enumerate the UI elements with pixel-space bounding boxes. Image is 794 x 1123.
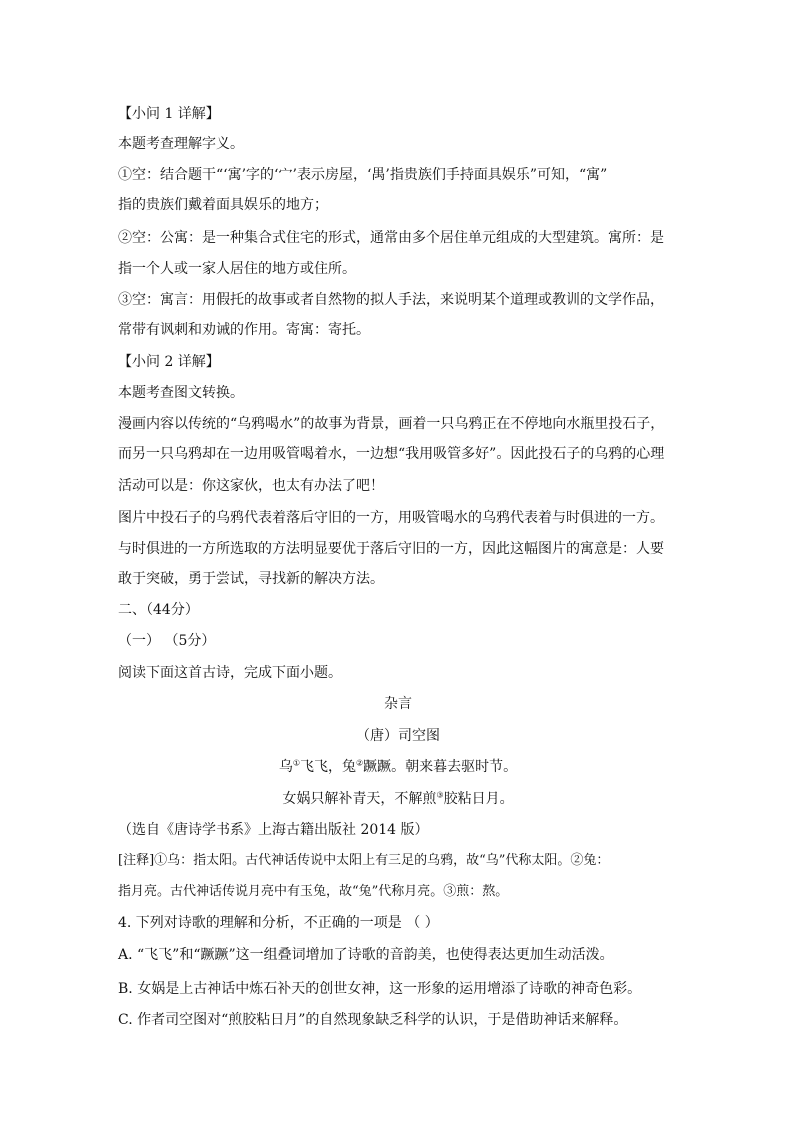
section1-intro: 本题考查理解字义。 xyxy=(118,136,244,152)
section1-para2-line1: ②空：公寓：是一种集合式住宅的形式，通常由多个居住单元组成的大型建筑。寓所：是 xyxy=(118,230,664,246)
poem-source: （选自《唐诗学书系》上海古籍出版社 2014 版） xyxy=(118,822,429,838)
footnote-marker-1: ① xyxy=(292,758,300,768)
footnote-marker-3: ③ xyxy=(436,790,444,800)
footnote-marker-2: ② xyxy=(356,758,364,768)
section2-para1-line1: 漫画内容以传统的“乌鸦喝水”的故事为背景，画着一只乌鸦正在不停地向水瓶里投石子， xyxy=(118,416,665,432)
poem-line2-part-b: 胶粘日月。 xyxy=(443,791,514,807)
notes-line-1: [注释]①乌：指太阳。古代神话传说中太阳上有三足的乌鸦，故“乌”代称太阳。②兔： xyxy=(118,853,610,868)
section2-intro: 本题考查图文转换。 xyxy=(118,385,244,401)
reading-instruction: 阅读下面这首古诗，完成下面小题。 xyxy=(118,665,342,681)
section2-para1-line2: 而另一只乌鸦却在一边用吸管喝着水，一边想“我用吸管多好”。因此投石子的乌鸦的心理 xyxy=(118,446,665,462)
poem-title: 杂言 xyxy=(384,696,412,712)
poem-line2-part-a: 女娲只解补青天，不解煎 xyxy=(282,791,437,807)
section1-para1-line2: 指的贵族们戴着面具娱乐的地方； xyxy=(118,197,328,213)
part2-heading: 二、（44分） xyxy=(118,602,199,618)
question-4: 4. 下列对诗歌的理解和分析，不正确的一项是 （ ） xyxy=(118,915,439,931)
section1-para3-line1: ③空：寓言：用假托的故事或者自然物的拟人手法，来说明某个道理或教训的文学作品， xyxy=(118,292,664,308)
section1-para1-line1: ①空：结合题干“‘寓’字的‘宀’表示房屋，‘禺’指贵族们手持面具娱乐”可知，“寓” xyxy=(118,167,608,183)
notes-line-2: 指月亮。古代神话传说月亮中有玉兔，故“兔”代称月亮。③煎：熬。 xyxy=(118,884,509,899)
poem-line1-part-b: 飞飞，兔 xyxy=(300,759,356,775)
section1-para2-line2: 指一个人或一家人居住的地方或住所。 xyxy=(118,261,356,277)
section1-para3-line2: 常带有讽刺和劝诫的作用。寄寓：寄托。 xyxy=(118,322,370,338)
poem-line1-part-a: 乌 xyxy=(278,759,293,775)
section2-para2: 图片中投石子的乌鸦代表着落后守旧的一方，用吸管喝水的乌鸦代表着与时俱进的一方。 xyxy=(118,510,664,526)
section2-para1-line3: 活动可以是：你这家伙，也太有办法了吧！ xyxy=(118,478,384,494)
section2-heading: 【小问 2 详解】 xyxy=(118,354,220,370)
poem-line-1 xyxy=(118,757,678,777)
poem-author: （唐）司空图 xyxy=(356,728,440,744)
section1-heading: 【小问 1 详解】 xyxy=(118,106,220,122)
option-b: B. 女娲是上古神话中炼石补天的创世女神，这一形象的运用增添了诗歌的神奇色彩。 xyxy=(118,981,642,997)
poem-line-2 xyxy=(118,789,678,809)
poem-line1-part-c: 蹶蹶。朝来暮去驱时节。 xyxy=(363,759,518,775)
section2-para3-line1: 与时俱进的一方所选取的方法明显要优于落后守旧的一方，因此这幅图片的寓意是：人要 xyxy=(118,541,664,557)
option-c: C. 作者司空图对“煎胶粘日月”的自然现象缺乏科学的认识，于是借助神话来解释。 xyxy=(118,1012,628,1028)
part2-subheading: （一） （5分） xyxy=(118,633,216,649)
option-a: A. “飞飞”和“蹶蹶”这一组叠词增加了诗歌的音韵美，也使得表达更加生动活泼。 xyxy=(118,947,614,963)
section2-para3-line2: 敢于突破，勇于尝试，寻找新的解决方法。 xyxy=(118,571,384,587)
